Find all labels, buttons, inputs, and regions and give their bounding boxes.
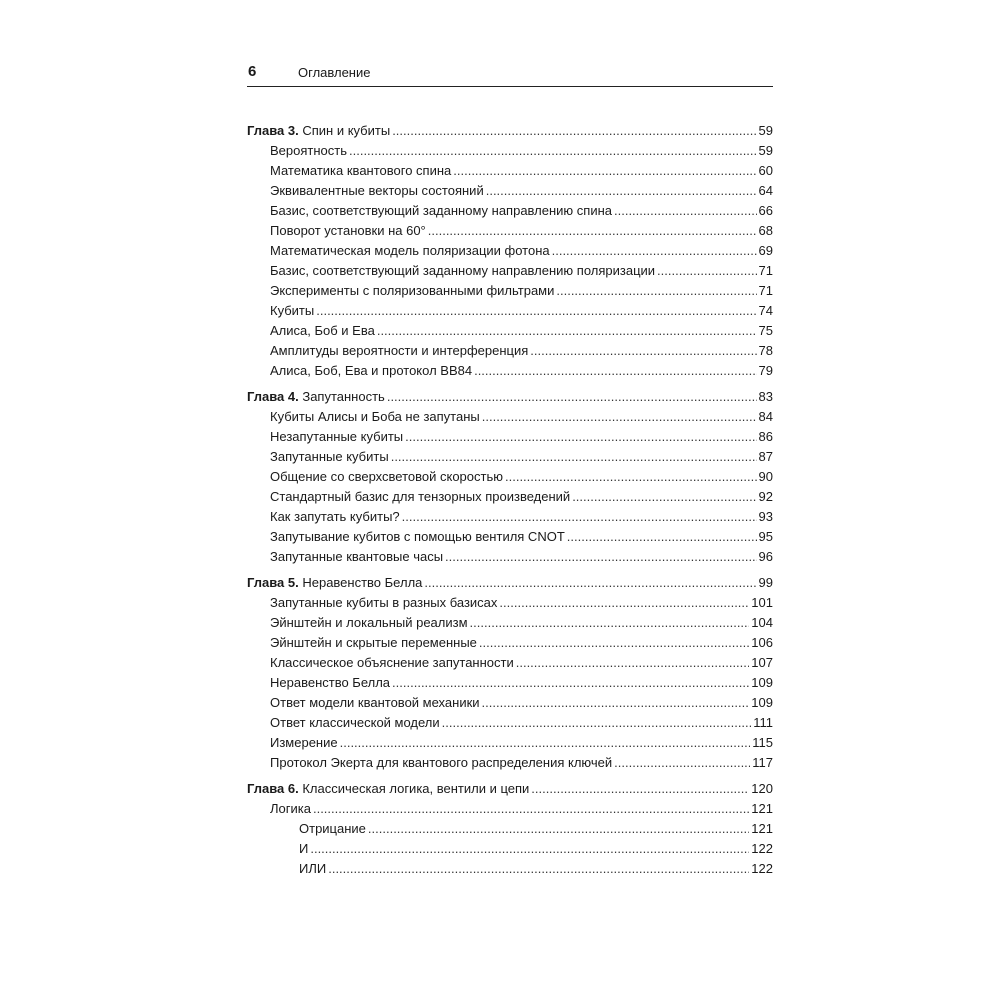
entry-text	[270, 341, 528, 361]
entry-title: Общение со сверхсветовой скоростью	[270, 469, 503, 484]
entry-title: Эквивалентные векторы состояний	[270, 183, 484, 198]
entry-text	[270, 487, 570, 507]
dot-leader	[657, 261, 756, 281]
section-entry[interactable]	[247, 507, 773, 527]
page-ref: 121	[751, 821, 773, 836]
section-entry[interactable]	[247, 673, 773, 693]
entry-text	[270, 547, 443, 567]
page-ref: 111	[753, 715, 773, 730]
page-ref: 87	[758, 449, 773, 464]
dot-leader	[453, 161, 756, 181]
entry-text	[270, 673, 390, 693]
entry-title: Запутанные кубиты в разных базисах	[270, 595, 498, 610]
entry-text	[270, 427, 403, 447]
page-ref: 109	[751, 695, 773, 710]
section-entry[interactable]	[247, 241, 773, 261]
section-entry[interactable]	[247, 733, 773, 753]
dot-leader	[479, 633, 749, 653]
running-title: Оглавление	[298, 65, 371, 80]
dot-leader	[377, 321, 757, 341]
dot-leader	[445, 547, 756, 567]
chapter-group	[247, 121, 773, 381]
section-entry[interactable]	[247, 361, 773, 381]
page-header	[247, 62, 773, 87]
subsection-entry[interactable]	[247, 819, 773, 839]
page-ref: 59	[758, 143, 773, 158]
dot-leader	[392, 121, 756, 141]
chapter-title: Спин и кубиты	[302, 123, 391, 138]
entry-title: Вероятность	[270, 143, 347, 158]
entry-title: Кубиты Алисы и Боба не запутаны	[270, 409, 480, 424]
page-ref: 59	[758, 123, 773, 138]
entry-title: Эйнштейн и скрытые переменные	[270, 635, 477, 650]
section-entry[interactable]	[247, 653, 773, 673]
entry-text	[270, 713, 440, 733]
entry-title: Неравенство Белла	[270, 675, 391, 690]
entry-title: Кубиты	[270, 303, 315, 318]
dot-leader	[424, 573, 756, 593]
entry-text	[270, 799, 311, 819]
section-entry[interactable]	[247, 467, 773, 487]
chapter-entry[interactable]	[247, 779, 773, 799]
section-entry[interactable]	[247, 321, 773, 341]
entry-text	[270, 201, 612, 221]
page-ref: 60	[758, 163, 773, 178]
entry-title: ИЛИ	[299, 861, 327, 876]
dot-leader	[516, 653, 750, 673]
entry-title: Базис, соответствующий заданному направлению поляризации	[270, 263, 656, 278]
page-ref: 71	[758, 283, 773, 298]
chapter-group	[247, 387, 773, 567]
dot-leader	[556, 281, 756, 301]
dot-leader	[614, 201, 757, 221]
entry-title: Базис, соответствующий заданному направлению спина	[270, 203, 612, 218]
entry-title: Как запутать кубиты?	[270, 509, 400, 524]
section-entry[interactable]	[247, 799, 773, 819]
entry-text	[270, 507, 400, 527]
entry-title: Эксперименты с поляризованными фильтрами	[270, 283, 555, 298]
chapter-title: Запутанность	[302, 389, 385, 404]
entry-text	[270, 241, 550, 261]
entry-text	[270, 753, 612, 773]
dot-leader	[531, 779, 749, 799]
section-entry[interactable]	[247, 341, 773, 361]
chapter-label: Глава 4.	[247, 389, 299, 404]
section-entry[interactable]	[247, 141, 773, 161]
dot-leader	[428, 221, 757, 241]
subsection-entry[interactable]	[247, 859, 773, 879]
dot-leader	[474, 361, 756, 381]
entry-title: Алиса, Боб и Ева	[270, 323, 375, 338]
section-entry[interactable]	[247, 281, 773, 301]
dot-leader	[328, 859, 749, 879]
page-ref: 86	[758, 429, 773, 444]
section-entry[interactable]	[247, 547, 773, 567]
dot-leader	[349, 141, 757, 161]
page-ref: 107	[751, 655, 773, 670]
page-ref: 117	[752, 755, 773, 770]
chapter-title: Неравенство Белла	[302, 575, 423, 590]
page-ref: 84	[758, 409, 773, 424]
entry-title: Запутанные кубиты	[270, 449, 389, 464]
entry-text	[270, 527, 565, 547]
subsection-entry[interactable]	[247, 839, 773, 859]
section-entry[interactable]	[247, 201, 773, 221]
dot-leader	[567, 527, 757, 547]
entry-title: Запутывание кубитов с помощью вентиля CNOT	[270, 529, 565, 544]
dot-leader	[486, 181, 757, 201]
dot-leader	[316, 301, 756, 321]
page-ref: 121	[751, 801, 773, 816]
dot-leader	[387, 387, 757, 407]
page-ref: 115	[752, 735, 773, 750]
page-ref: 69	[758, 243, 773, 258]
entry-text	[270, 407, 480, 427]
page-ref: 92	[758, 489, 773, 504]
page-ref: 75	[758, 323, 773, 338]
entry-title: Математика квантового спина	[270, 163, 452, 178]
dot-leader	[614, 753, 750, 773]
entry-title: Стандартный базис для тензорных произведений	[270, 489, 571, 504]
page-ref: 68	[758, 223, 773, 238]
entry-text	[299, 859, 326, 879]
dot-leader	[405, 427, 756, 447]
chapter-label: Глава 5.	[247, 575, 299, 590]
section-entry[interactable]	[247, 427, 773, 447]
section-entry[interactable]	[247, 753, 773, 773]
page-ref: 90	[758, 469, 773, 484]
section-entry[interactable]	[247, 713, 773, 733]
dot-leader	[499, 593, 749, 613]
dot-leader	[392, 673, 749, 693]
entry-title: Ответ модели квантовой механики	[270, 695, 480, 710]
section-entry[interactable]	[247, 301, 773, 321]
entry-title: Ответ классической модели	[270, 715, 440, 730]
dot-leader	[313, 799, 749, 819]
entry-title: Математическая модель поляризации фотона	[270, 243, 550, 258]
entry-text	[270, 653, 514, 673]
page-ref: 66	[758, 203, 773, 218]
entry-text	[270, 161, 451, 181]
page-ref: 101	[751, 595, 773, 610]
entry-text	[270, 613, 468, 633]
chapter-entry[interactable]	[247, 573, 773, 593]
page-ref: 93	[758, 509, 773, 524]
entry-text	[299, 839, 308, 859]
entry-title: Логика	[270, 801, 311, 816]
entry-text	[270, 693, 480, 713]
entry-text	[270, 141, 347, 161]
section-entry[interactable]	[247, 447, 773, 467]
entry-text	[270, 733, 338, 753]
page-ref: 83	[758, 389, 773, 404]
entry-text	[270, 261, 655, 281]
page-number: 6	[248, 63, 257, 80]
section-entry[interactable]	[247, 221, 773, 241]
chapter-group	[247, 779, 773, 879]
entry-text	[270, 361, 472, 381]
dot-leader	[391, 447, 757, 467]
dot-leader	[442, 713, 752, 733]
entry-title: Запутанные квантовые часы	[270, 549, 444, 564]
section-entry[interactable]	[247, 407, 773, 427]
dot-leader	[340, 733, 751, 753]
dot-leader	[310, 839, 749, 859]
section-entry[interactable]	[247, 487, 773, 507]
section-entry[interactable]	[247, 181, 773, 201]
entry-title: Незапутанные кубиты	[270, 429, 404, 444]
section-entry[interactable]	[247, 613, 773, 633]
dot-leader	[572, 487, 756, 507]
entry-text	[247, 387, 385, 407]
chapter-entry[interactable]	[247, 387, 773, 407]
entry-text	[299, 819, 366, 839]
entry-text	[247, 121, 390, 141]
table-of-contents	[247, 121, 773, 885]
entry-title: Отрицание	[299, 821, 366, 836]
page-ref: 104	[751, 615, 773, 630]
dot-leader	[482, 693, 750, 713]
dot-leader	[505, 467, 757, 487]
entry-text	[270, 321, 375, 341]
page-ref: 64	[758, 183, 773, 198]
page-ref: 109	[751, 675, 773, 690]
section-entry[interactable]	[247, 593, 773, 613]
entry-text	[270, 593, 497, 613]
entry-text	[270, 301, 314, 321]
dot-leader	[482, 407, 757, 427]
entry-text	[270, 447, 389, 467]
entry-title: Алиса, Боб, Ева и протокол BB84	[270, 363, 473, 378]
entry-title: И	[299, 841, 309, 856]
entry-title: Эйнштейн и локальный реализм	[270, 615, 468, 630]
section-entry[interactable]	[247, 161, 773, 181]
dot-leader	[552, 241, 757, 261]
chapter-label: Глава 3.	[247, 123, 299, 138]
page-ref: 95	[758, 529, 773, 544]
chapter-title: Классическая логика, вентили и цепи	[302, 781, 530, 796]
page-ref: 99	[758, 575, 773, 590]
entry-text	[247, 779, 529, 799]
dot-leader	[530, 341, 756, 361]
page-ref: 120	[751, 781, 773, 796]
entry-text	[270, 467, 503, 487]
entry-title: Измерение	[270, 735, 338, 750]
entry-title: Протокол Экерта для квантового распределения ключей	[270, 755, 613, 770]
section-entry[interactable]	[247, 261, 773, 281]
dot-leader	[368, 819, 749, 839]
entry-title: Амплитуды вероятности и интерференция	[270, 343, 529, 358]
entry-title: Поворот установки на 60°	[270, 223, 426, 238]
chapter-label: Глава 6.	[247, 781, 299, 796]
entry-text	[270, 181, 484, 201]
page-ref: 122	[751, 861, 773, 876]
chapter-group	[247, 573, 773, 773]
page-ref: 106	[751, 635, 773, 650]
dot-leader	[402, 507, 757, 527]
chapter-entry[interactable]	[247, 121, 773, 141]
page-ref: 71	[758, 263, 773, 278]
page-ref: 74	[758, 303, 773, 318]
entry-text	[270, 221, 426, 241]
entry-text	[270, 633, 477, 653]
page-ref: 79	[758, 363, 773, 378]
page-ref: 78	[758, 343, 773, 358]
entry-text	[270, 281, 554, 301]
entry-text	[247, 573, 422, 593]
section-entry[interactable]	[247, 633, 773, 653]
entry-title: Классическое объяснение запутанности	[270, 655, 514, 670]
page-ref: 122	[751, 841, 773, 856]
section-entry[interactable]	[247, 693, 773, 713]
page-ref: 96	[758, 549, 773, 564]
section-entry[interactable]	[247, 527, 773, 547]
dot-leader	[470, 613, 750, 633]
